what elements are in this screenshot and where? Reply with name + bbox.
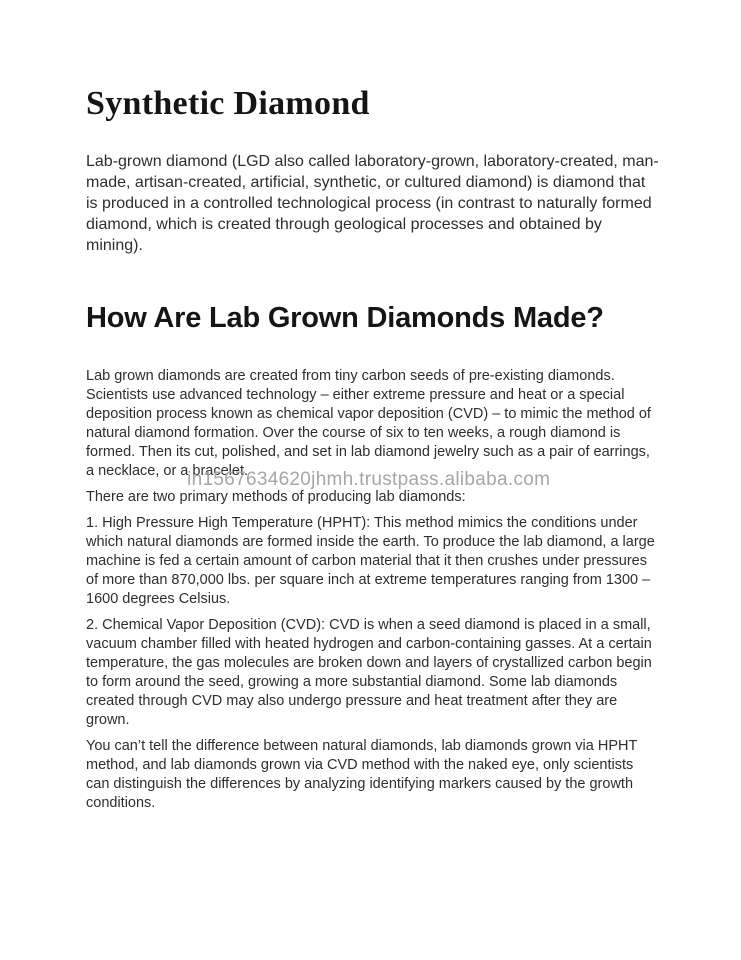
document-content xyxy=(86,0,660,813)
body-paragraph-how-made: Lab grown diamonds are created from tiny carbon seeds of pre-existing diamonds. Scientists use advanced technology – either extreme pressure and heat or a special deposition process known as chemical vapor deposition (CVD) – to mimic the method of natural diamond formation. Over the course of six to ten weeks, a rough diamond is formed. Then its cut, polished, and set in lab diamond jewelry such as a pair of earrings, a necklace, or a bracelet. xyxy=(86,368,651,479)
watermark-text: in1567634620jhmh.trustpass.alibaba.com xyxy=(187,469,551,490)
document-title: Synthetic Diamond xyxy=(86,85,370,122)
body-paragraph-two-methods: There are two primary methods of producing lab diamonds: xyxy=(86,489,466,505)
body-paragraph-difference: You can’t tell the difference between natural diamonds, lab diamonds grown via HPHT method, and lab diamonds grown via CVD method with the naked eye, only scientists can distinguish the differences by analyzing identifying markers caused by the growth conditions. xyxy=(86,738,638,811)
body-paragraph-cvd: 2. Chemical Vapor Deposition (CVD): CVD is when a seed diamond is placed in a small, vacuum chamber filled with heated hydrogen and carbon-containing gasses. At a certain temperature, the gas molecules are broken down and layers of crystallized carbon begin to form around the seed, growing a more substantial diamond. Some lab diamonds created through CVD may also undergo pressure and heat treatment after they are grown. xyxy=(86,617,652,728)
body-paragraph-hpht: 1. High Pressure High Temperature (HPHT): This method mimics the conditions under which natural diamonds are formed inside the earth. To produce the lab diamond, a large machine is fed a certain amount of carbon material that it then crushes under pressures of more than 870,000 lbs. per square inch at extreme temperatures ranging from 1300 – 1600 degrees Celsius. xyxy=(86,515,655,607)
section-heading: How Are Lab Grown Diamonds Made? xyxy=(86,302,604,334)
intro-paragraph: Lab-grown diamond (LGD also called laboratory-grown, laboratory-created, man-made, artisan-created, artificial, synthetic, or cultured diamond) is diamond that is produced in a controlled technological process (in contrast to naturally formed diamond, which is created through geological processes and obtained by mining). xyxy=(86,153,659,254)
